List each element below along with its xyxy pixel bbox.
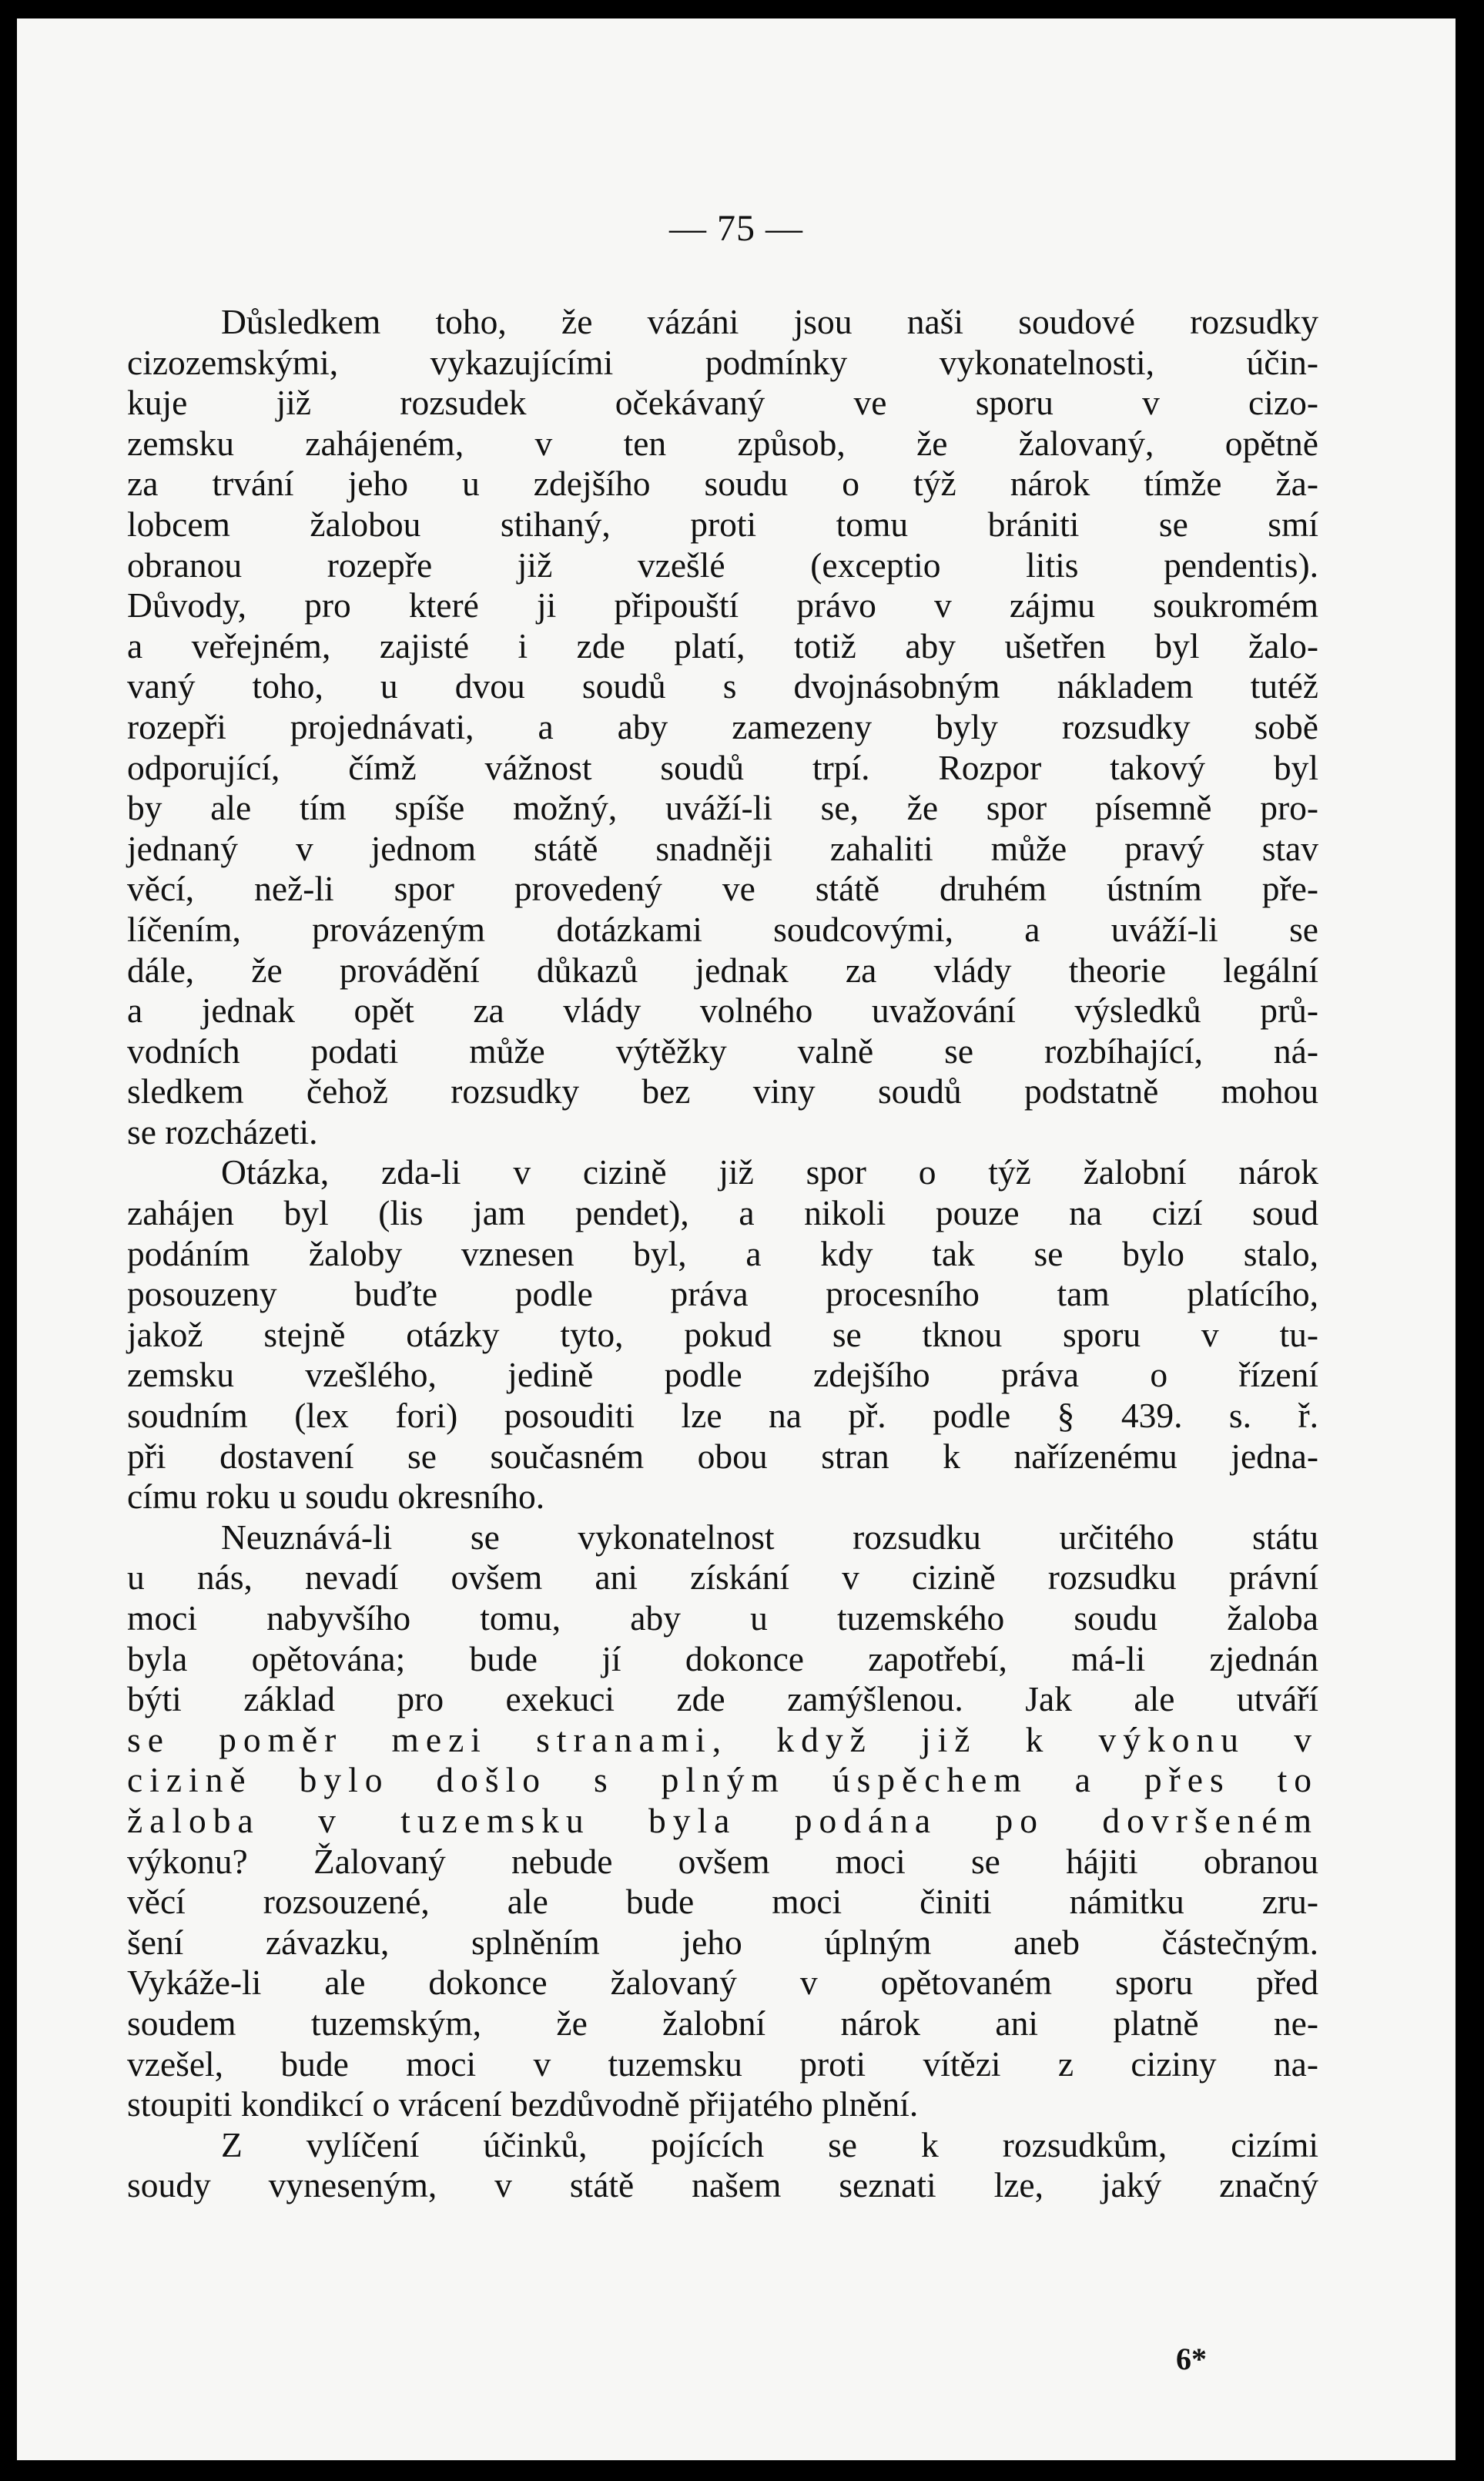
text-line: moci nabyvšího tomu, aby u tuzemského soudu žaloba: [127, 1598, 1318, 1638]
text-line: líčením, provázeným dotázkami soudcovými, a uváží-li se: [127, 909, 1318, 949]
text-line: byla opětována; bude jí dokonce zapotřebí, má-li zjednán: [127, 1638, 1318, 1678]
text-line: soudním (lex fori) posouditi lze na př. podle § 439. s. ř.: [127, 1396, 1318, 1436]
text-line: jakož stejně otázky tyto, pokud se tknou sporu v tu-: [127, 1314, 1318, 1354]
paragraph: [127, 1517, 1318, 2125]
text-line: cizině bylo došlo s plným úspěchem a přes to: [127, 1760, 1318, 1800]
text-line: stoupiti kondikcí o vrácení bezdůvodně přijatého plnění.: [127, 2084, 919, 2124]
text-line: vzešel, bude moci v tuzemsku proti vítězi z ciziny na-: [127, 2043, 1318, 2084]
book-page: [17, 18, 1456, 2460]
text-line: Otázka, zda-li v cizině již spor o týž žalobní nárok: [221, 1152, 1318, 1192]
paragraph: [127, 302, 1318, 1152]
text-line: vodních podati může výtěžky valně se rozbíhající, ná-: [127, 1031, 1318, 1071]
text-line: by ale tím spíše možný, uváží-li se, že spor písemně pro-: [127, 788, 1318, 828]
text-line: za trvání jeho u zdejšího soudu o týž nárok tímže ža-: [127, 464, 1318, 504]
text-line: Neuznává-li se vykonatelnost rozsudku určitého státu: [221, 1517, 1318, 1557]
text-line: rozepři projednávati, a aby zamezeny byly rozsudky sobě: [127, 706, 1318, 746]
text-line: Z vylíčení účinků, pojících se k rozsudkům, cizími: [221, 2124, 1318, 2164]
text-line: soudem tuzemským, že žalobní nárok ani platně ne-: [127, 2003, 1318, 2043]
text-line: cizozemskými, vykazujícími podmínky vykonatelnosti, účin-: [127, 342, 1318, 382]
text-line: a jednak opět za vlády volného uvažování výsledků prů-: [127, 991, 1318, 1031]
text-line: podáním žaloby vznesen byl, a kdy tak se bylo stalo,: [127, 1233, 1318, 1273]
text-line: zahájen byl (lis jam pendet), a nikoli pouze na cizí soud: [127, 1193, 1318, 1233]
text-line: vaný toho, u dvou soudů s dvojnásobným nákladem tutéž: [127, 666, 1318, 706]
paragraph: [127, 2125, 1318, 2206]
paragraph: [127, 1152, 1318, 1517]
text-line: a veřejném, zajisté i zde platí, totiž aby ušetřen byl žalo-: [127, 625, 1318, 666]
text-line: u nás, nevadí ovšem ani získání v cizině rozsudku právní: [127, 1557, 1318, 1598]
body-text: [127, 302, 1318, 2206]
text-line: výkonu? Žalovaný nebude ovšem moci se hájiti obranou: [127, 1841, 1318, 1881]
text-line: žaloba v tuzemsku byla podána po dovršeném: [127, 1800, 1318, 1840]
text-line: Důsledkem toho, že vázáni jsou naši soudové rozsudky: [221, 302, 1318, 341]
text-line: se rozcházeti.: [127, 1111, 318, 1152]
text-line: při dostavení se současném obou stran k nařízenému jedna-: [127, 1436, 1318, 1476]
text-line: šení závazku, splněním jeho úplným aneb částečným.: [127, 1922, 1318, 1962]
text-line: soudy vyneseným, v státě našem seznati lze, jaký značný: [127, 2165, 1318, 2205]
signature-mark: 6*: [1176, 2342, 1207, 2376]
text-line: zemsku zahájeném, v ten způsob, že žalovaný, opětně: [127, 423, 1318, 463]
text-line: sledkem čehož rozsudky bez viny soudů podstatně mohou: [127, 1071, 1318, 1111]
page-number: — 75 —: [669, 208, 803, 249]
text-line: býti základ pro exekuci zde zamýšlenou. Jak ale utváří: [127, 1679, 1318, 1719]
text-line: címu roku u soudu okresního.: [127, 1477, 545, 1517]
text-line: Důvody, pro které ji připouští právo v zájmu soukromém: [127, 585, 1318, 625]
text-line: lobcem žalobou stihaný, proti tomu brániti se smí: [127, 504, 1318, 544]
text-line: věcí rozsouzené, ale bude moci činiti námitku zru-: [127, 1882, 1318, 1922]
text-line: se poměr mezi stranami, když již k výkonu v: [127, 1719, 1318, 1759]
text-line: odporující, čímž vážnost soudů trpí. Rozpor takový byl: [127, 747, 1318, 787]
text-line: Vykáže-li ale dokonce žalovaný v opětovaném sporu před: [127, 1963, 1318, 2003]
text-line: věcí, než-li spor provedený ve státě druhém ústním pře-: [127, 869, 1318, 909]
text-line: kuje již rozsudek očekávaný ve sporu v cizo-: [127, 383, 1318, 423]
text-line: obranou rozepře již vzešlé (exceptio litis pendentis).: [127, 545, 1318, 585]
text-line: posouzeny buďte podle práva procesního tam platícího,: [127, 1274, 1318, 1314]
text-line: zemsku vzešlého, jedině podle zdejšího práva o řízení: [127, 1355, 1318, 1395]
text-line: jednaný v jednom státě snadněji zahaliti může pravý stav: [127, 828, 1318, 868]
text-line: dále, že provádění důkazů jednak za vlády theorie legální: [127, 950, 1318, 990]
